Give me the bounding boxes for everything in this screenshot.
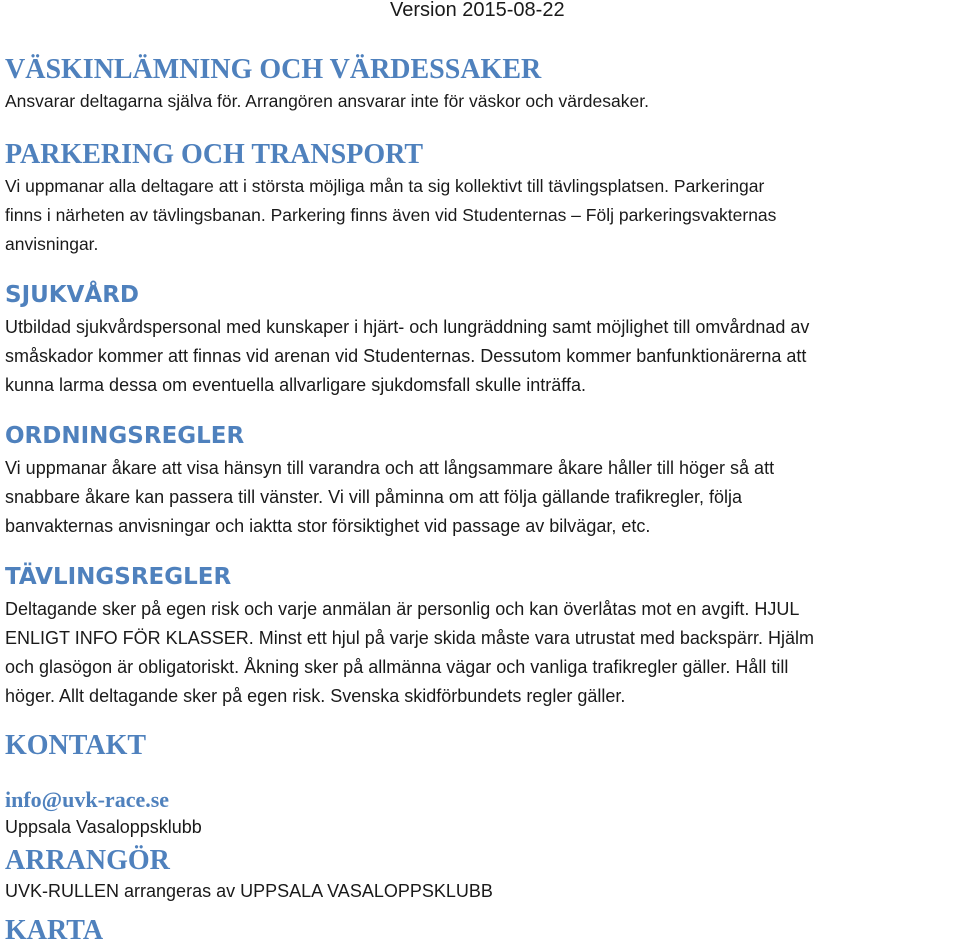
heading-kontakt: KONTAKT xyxy=(5,730,147,761)
paragraph-line: och glasögon är obligatoriskt. Åkning sker på allmänna vägar och vanliga trafikregler gäller. Håll till xyxy=(5,657,789,677)
heading-parkering: PARKERING OCH TRANSPORT xyxy=(5,139,424,170)
heading-tavlingsregler: TÄVLINGSREGLER xyxy=(5,564,232,590)
version-label: Version 2015-08-22 xyxy=(390,0,565,21)
paragraph-sjukvard xyxy=(5,313,960,400)
paragraph-line: Ansvarar deltagarna själva för. Arrangören ansvarar inte för väskor och värdesaker. xyxy=(5,91,649,111)
club-name: Uppsala Vasaloppsklubb xyxy=(5,817,202,837)
paragraph-line: anvisningar. xyxy=(5,234,99,254)
arrangor-text: UVK-RULLEN arrangeras av UPPSALA VASALOPPSKLUBB xyxy=(5,881,493,901)
paragraph-vaskinlamning xyxy=(5,87,960,116)
paragraph-line: Vi uppmanar åkare att visa hänsyn till varandra och att långsammare åkare håller till höger så att xyxy=(5,458,775,478)
paragraph-line: höger. Allt deltagande sker på egen risk. Svenska skidförbundets regler gäller. xyxy=(5,686,626,706)
paragraph-parkering xyxy=(5,172,960,259)
paragraph-line: snabbare åkare kan passera till vänster. Vi vill påminna om att följa gällande trafikregler, följa xyxy=(5,487,743,507)
heading-ordningsregler: ORDNINGSREGLER xyxy=(5,423,245,449)
email-link[interactable]: info@uvk-race.se xyxy=(5,787,170,812)
heading-sjukvard: SJUKVÅRD xyxy=(5,282,140,308)
heading-vaskinlamning: VÄSKINLÄMNING OCH VÄRDESSAKER xyxy=(5,54,542,85)
paragraph-line: kunna larma dessa om eventuella allvarligare sjukdomsfall skulle inträffa. xyxy=(5,375,586,395)
paragraph-line: finns i närheten av tävlingsbanan. Parkering finns även vid Studenternas – Följ parkeringsvakternas xyxy=(5,205,777,225)
paragraph-arrangor xyxy=(5,877,960,906)
paragraph-line: Vi uppmanar alla deltagare att i största möjliga mån ta sig kollektivt till tävlingsplatsen. Parkeringar xyxy=(5,176,765,196)
paragraph-tavlingsregler xyxy=(5,595,960,711)
paragraph-ordningsregler xyxy=(5,454,960,541)
paragraph-line: Deltagande sker på egen risk och varje anmälan är personlig och kan överlåtas mot en avgift. HJUL xyxy=(5,599,800,619)
heading-karta: KARTA xyxy=(5,915,104,946)
heading-arrangor: ARRANGÖR xyxy=(5,845,170,876)
paragraph-line: småskador kommer att finnas vid arenan vid Studenternas. Dessutom kommer banfunktionärerna att xyxy=(5,346,807,366)
paragraph-line: banvakternas anvisningar och iaktta stor försiktighet vid passage av bilvägar, etc. xyxy=(5,516,651,536)
paragraph-line: ENLIGT INFO FÖR KLASSER. Minst ett hjul på varje skida måste vara utrustat med backspärr. Hjälm xyxy=(5,628,814,648)
paragraph-line: Utbildad sjukvårdspersonal med kunskaper i hjärt- och lungräddning samt möjlighet till omvårdnad av xyxy=(5,317,810,337)
paragraph-kontakt xyxy=(5,813,960,842)
